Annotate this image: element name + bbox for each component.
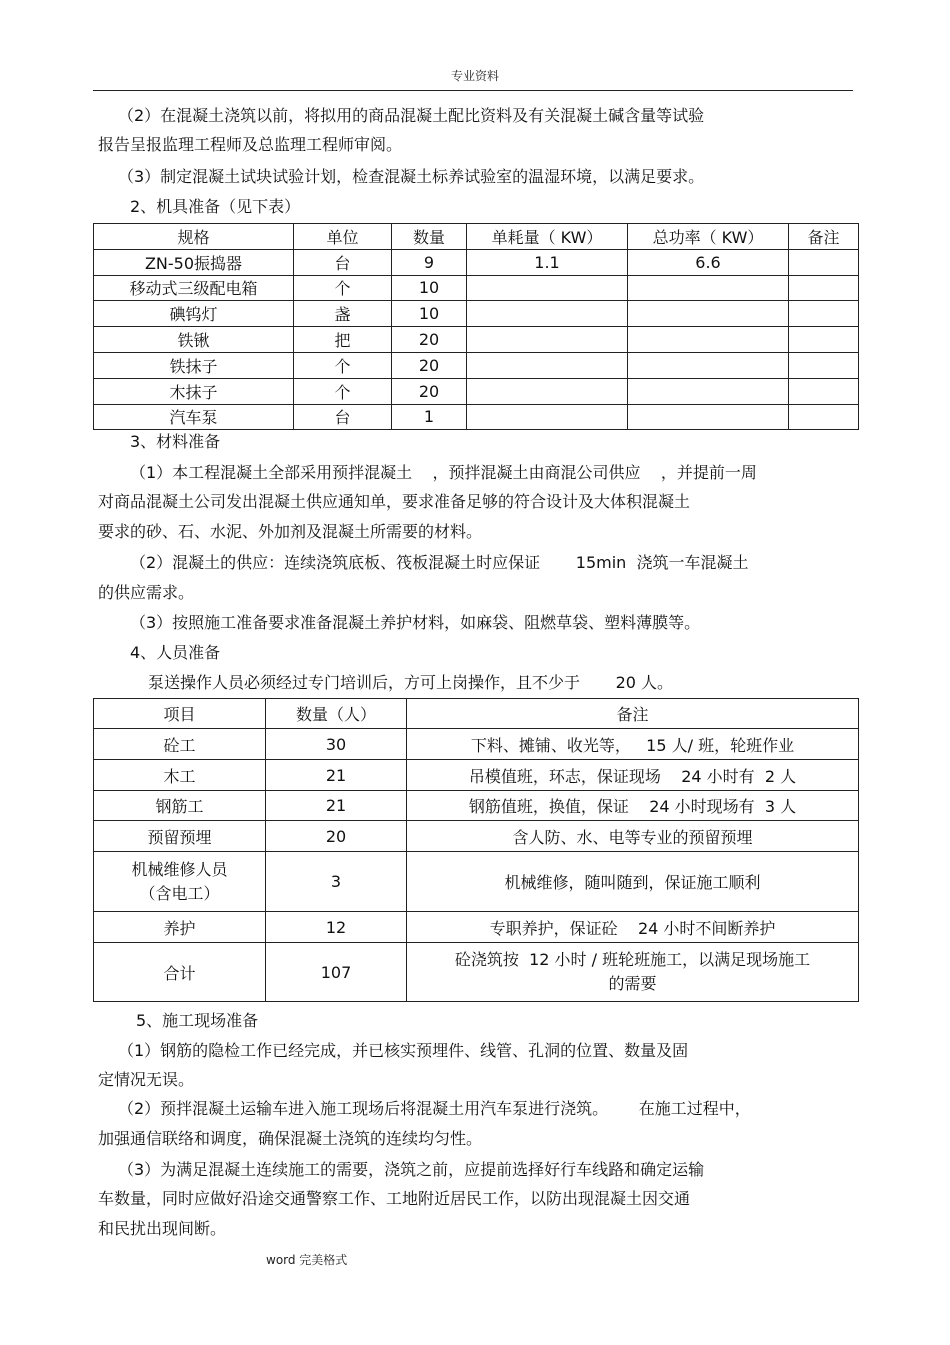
table-cell xyxy=(94,852,266,912)
table-cell: 砼工 xyxy=(94,729,266,760)
staff-intro: 泵送操作人员必须经过专门培训后，方可上岗操作，且不少于 20 人。 xyxy=(148,673,674,692)
table-header-cell: 备注 xyxy=(407,699,859,729)
table-cell xyxy=(467,275,628,301)
table-cell xyxy=(467,352,628,378)
staff-table xyxy=(93,698,859,1002)
table-row xyxy=(94,327,859,353)
table-header-cell: 规格 xyxy=(94,224,294,250)
table-cell: 个 xyxy=(294,352,392,378)
table-cell: 20 xyxy=(392,378,467,404)
section-3-title: 3、材料准备 xyxy=(130,432,221,451)
table-row xyxy=(94,249,859,275)
table-cell: 12 xyxy=(266,912,407,943)
table-cell xyxy=(789,275,859,301)
table-cell xyxy=(467,327,628,353)
table-cell xyxy=(467,301,628,327)
table-cell xyxy=(789,249,859,275)
table-cell: 专职养护，保证砼 24 小时不间断养护 xyxy=(407,912,859,943)
header-rule xyxy=(93,90,853,91)
material-1-line2: 对商品混凝土公司发出混凝土供应通知单，要求准备足够的符合设计及大体积混凝土 xyxy=(98,492,691,511)
table-row xyxy=(94,378,859,404)
table-cell: 个 xyxy=(294,275,392,301)
table-cell: 10 xyxy=(392,275,467,301)
page-header: 专业资料 xyxy=(450,69,499,83)
table-row xyxy=(94,275,859,301)
table-row xyxy=(94,912,859,943)
table-header-cell: 总功率（ KW） xyxy=(628,224,789,250)
table-cell: 1.1 xyxy=(467,249,628,275)
table-row xyxy=(94,352,859,378)
table-header-row xyxy=(94,224,859,250)
table-header-cell: 数量（人） xyxy=(266,699,407,729)
site-3-line2: 车数量，同时应做好沿途交通警察工作、工地附近居民工作，以防出现混凝土因交通 xyxy=(98,1189,691,1208)
table-cell: 合计 xyxy=(94,943,266,1002)
table-row xyxy=(94,821,859,852)
table-cell xyxy=(467,378,628,404)
table-cell xyxy=(789,378,859,404)
table-cell xyxy=(628,378,789,404)
table-cell: 20 xyxy=(392,352,467,378)
table-header-row xyxy=(94,699,859,729)
table-row xyxy=(94,404,859,430)
staff-note-line: 砼浇筑按 12 小时 / 班轮班施工，以满足现场施工 xyxy=(454,950,811,969)
table-cell: 机械维修，随叫随到，保证施工顺利 xyxy=(407,852,859,912)
table-cell xyxy=(789,404,859,430)
table-cell: 养护 xyxy=(94,912,266,943)
table-cell xyxy=(628,275,789,301)
site-2-line1: （2）预拌混凝土运输车进入施工现场后将混凝土用汽车泵进行浇筑。 在施工过程中， xyxy=(118,1099,751,1118)
table-row xyxy=(94,301,859,327)
site-3-line1: （3）为满足混凝土连续施工的需要，浇筑之前，应提前选择好行车线路和确定运输 xyxy=(118,1160,705,1179)
table-cell: 107 xyxy=(266,943,407,1002)
table-header-cell: 项目 xyxy=(94,699,266,729)
table-cell: 钢筋值班，换值，保证 24 小时现场有 3 人 xyxy=(407,791,859,821)
table-cell xyxy=(789,352,859,378)
table-cell: 下料、摊铺、收光等， 15 人/ 班，轮班作业 xyxy=(407,729,859,760)
table-cell xyxy=(628,327,789,353)
page-footer: word 完美格式 xyxy=(266,1253,348,1267)
table-cell: 台 xyxy=(294,404,392,430)
site-1-line2: 定情况无误。 xyxy=(98,1070,195,1089)
table-header-cell: 数量 xyxy=(392,224,467,250)
table-row xyxy=(94,943,859,1002)
table-cell: 个 xyxy=(294,378,392,404)
material-2-line2: 的供应需求。 xyxy=(98,583,195,602)
table-cell xyxy=(467,404,628,430)
table-row xyxy=(94,852,859,912)
table-cell: 铁锹 xyxy=(94,327,294,353)
table-cell xyxy=(407,943,859,1002)
table-cell: 30 xyxy=(266,729,407,760)
section-4-title: 4、人员准备 xyxy=(130,643,221,662)
table-cell: 木抹子 xyxy=(94,378,294,404)
table-cell: 6.6 xyxy=(628,249,789,275)
table-cell: 3 xyxy=(266,852,407,912)
material-1-line1: （1）本工程混凝土全部采用预拌混凝土 ，预拌混凝土由商混公司供应 ，并提前一周 xyxy=(130,463,757,482)
table-cell: 把 xyxy=(294,327,392,353)
equipment-table xyxy=(93,223,859,430)
staff-item-line: （含电工） xyxy=(139,883,220,903)
table-row xyxy=(94,760,859,791)
table-header-cell: 单位 xyxy=(294,224,392,250)
table-cell: 9 xyxy=(392,249,467,275)
section-5-title: 5、施工现场准备 xyxy=(136,1011,259,1030)
table-cell: 铁抹子 xyxy=(94,352,294,378)
site-3-line3: 和民扰出现间断。 xyxy=(98,1219,227,1238)
table-header-cell: 备注 xyxy=(789,224,859,250)
table-cell: 吊模值班，环志，保证现场 24 小时有 2 人 xyxy=(407,760,859,791)
table-cell: 20 xyxy=(266,821,407,852)
section-2-title: 2、机具准备（见下表） xyxy=(130,197,301,216)
table-header-cell: 单耗量（ KW） xyxy=(467,224,628,250)
table-cell: 预留预埋 xyxy=(94,821,266,852)
table-cell xyxy=(628,404,789,430)
table-cell: 钢筋工 xyxy=(94,791,266,821)
paragraph-3: （3）制定混凝土试块试验计划，检查混凝土标养试验室的温湿环境，以满足要求。 xyxy=(118,167,705,186)
material-3: （3）按照施工准备要求准备混凝土养护材料，如麻袋、阻燃草袋、塑料薄膜等。 xyxy=(130,613,701,632)
table-cell xyxy=(628,352,789,378)
table-cell xyxy=(628,301,789,327)
table-row xyxy=(94,791,859,821)
table-cell xyxy=(789,327,859,353)
material-1-line3: 要求的砂、石、水泥、外加剂及混凝土所需要的材料。 xyxy=(98,522,483,541)
table-cell: 台 xyxy=(294,249,392,275)
site-1-line1: （1）钢筋的隐检工作已经完成，并已核实预埋件、线管、孔洞的位置、数量及固 xyxy=(118,1041,689,1060)
table-row xyxy=(94,729,859,760)
table-cell: 1 xyxy=(392,404,467,430)
table-cell: 移动式三级配电箱 xyxy=(94,275,294,301)
paragraph-2-line1: （2）在混凝土浇筑以前，将拟用的商品混凝土配比资料及有关混凝土碱含量等试验 xyxy=(118,106,705,125)
table-cell xyxy=(789,301,859,327)
table-cell: 10 xyxy=(392,301,467,327)
staff-note-line: 的需要 xyxy=(608,974,657,993)
staff-item-line: 机械维修人员 xyxy=(131,859,228,879)
site-2-line2: 加强通信联络和调度，确保混凝土浇筑的连续均匀性。 xyxy=(98,1129,483,1148)
table-cell: 碘钨灯 xyxy=(94,301,294,327)
table-cell: 21 xyxy=(266,760,407,791)
table-cell: ZN-50振捣器 xyxy=(94,249,294,275)
table-cell: 木工 xyxy=(94,760,266,791)
paragraph-2-line2: 报告呈报监理工程师及总监理工程师审阅。 xyxy=(98,135,403,154)
table-cell: 20 xyxy=(392,327,467,353)
table-cell: 含人防、水、电等专业的预留预埋 xyxy=(407,821,859,852)
table-cell: 盏 xyxy=(294,301,392,327)
material-2-line1: （2）混凝土的供应：连续浇筑底板、筏板混凝土时应保证 15min 浇筑一车混凝土 xyxy=(130,553,749,572)
table-cell: 21 xyxy=(266,791,407,821)
table-cell: 汽车泵 xyxy=(94,404,294,430)
